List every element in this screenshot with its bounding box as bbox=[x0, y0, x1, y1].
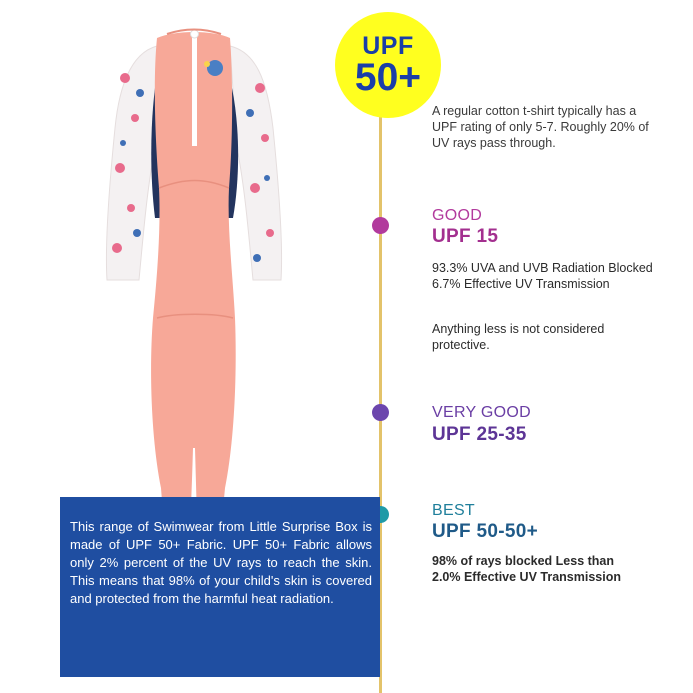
very-good-level-dot bbox=[372, 404, 389, 421]
upf-badge bbox=[335, 12, 441, 118]
good-upf: UPF 15 bbox=[432, 226, 499, 247]
good-level-dot bbox=[372, 217, 389, 234]
good-note: Anything less is not considered protective. bbox=[432, 322, 605, 352]
info-panel-text: This range of Swimwear from Little Surprise Box is made of UPF 50+ Fabric. UPF 50+ Fabric allows only 2% percent of the UV rays to reach the skin. This means that 98% of your child's skin is covered and protected from the harmful heat radiation. bbox=[70, 519, 372, 606]
badge-line2: 50+ bbox=[354, 56, 422, 99]
intro-text: A regular cotton t-shirt typically has a UPF rating of only 5-7. Roughly 20% of UV rays pass through. bbox=[432, 104, 649, 150]
good-label: GOOD bbox=[432, 207, 483, 224]
best-upf: UPF 50-50+ bbox=[432, 521, 538, 542]
badge-line1: UPF bbox=[362, 32, 414, 60]
good-description: 93.3% UVA and UVB Radiation Blocked 6.7% Effective UV Transmission bbox=[432, 261, 653, 291]
best-label: BEST bbox=[432, 502, 475, 519]
best-description: 98% of rays blocked Less than 2.0% Effective UV Transmission bbox=[432, 554, 621, 584]
very-good-label: VERY GOOD bbox=[432, 404, 532, 421]
very-good-upf: UPF 25-35 bbox=[432, 424, 527, 445]
